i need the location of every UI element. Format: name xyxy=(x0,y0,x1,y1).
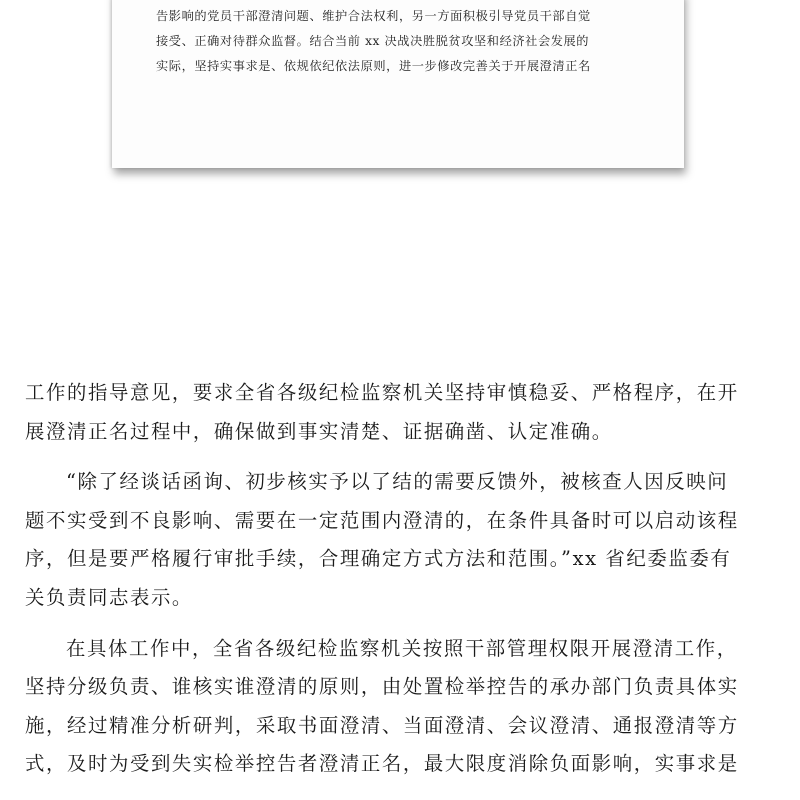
preview-card-line: 告影响的党员干部澄清问题、维护合法权利，另一方面积极引导党员干部自觉 xyxy=(156,9,591,23)
paragraph-line: 式，及时为受到失实检举控告者澄清正名，最大限度消除负面影响，实事求是 xyxy=(25,752,739,776)
document-body xyxy=(25,374,777,796)
paragraph-line: 工作的指导意见，要求全省各级纪检监察机关坚持审慎稳妥、严格程序，在开 xyxy=(25,381,739,404)
preview-card-text xyxy=(156,4,644,79)
paragraph-line: 序，但是要严格履行审批手续，合理确定方式方法和范围。”xx 省纪委监委有 xyxy=(25,547,732,571)
paragraph-line: 施，经过精准分析研判，采取书面澄清、当面澄清、会议澄清、通报澄清等方 xyxy=(25,713,739,737)
paragraph-guidance xyxy=(25,374,777,451)
preview-card-line: 接受、正确对待群众监督。结合当前 xx 决战决胜脱贫攻坚和经济社会发展的 xyxy=(156,34,590,48)
paragraph-line: 展澄清正名过程中，确保做到事实清楚、证据确凿、认定准确。 xyxy=(25,419,613,443)
document-preview-card xyxy=(112,0,684,168)
preview-card-line: 实际，坚持实事求是、依规依纪依法原则，进一步修改完善关于开展澄清正名 xyxy=(156,59,591,73)
paragraph-quote xyxy=(25,463,777,617)
paragraph-line: 在具体工作中，全省各级纪检监察机关按照干部管理权限开展澄清工作， xyxy=(66,636,738,660)
paragraph-line: 题不实受到不良影响、需要在一定范围内澄清的，在条件具备时可以启动该程 xyxy=(25,508,739,532)
paragraph-line: 坚持分级负责、谁核实谁澄清的原则，由处置检举控告的承办部门负责具体实 xyxy=(25,675,739,699)
paragraph-line: “除了经谈话函询、初步核实予以了结的需要反馈外，被核查人因反映问 xyxy=(66,470,729,494)
paragraph-line: 关负责同志表示。 xyxy=(25,585,193,609)
paragraph-practice xyxy=(25,630,777,784)
